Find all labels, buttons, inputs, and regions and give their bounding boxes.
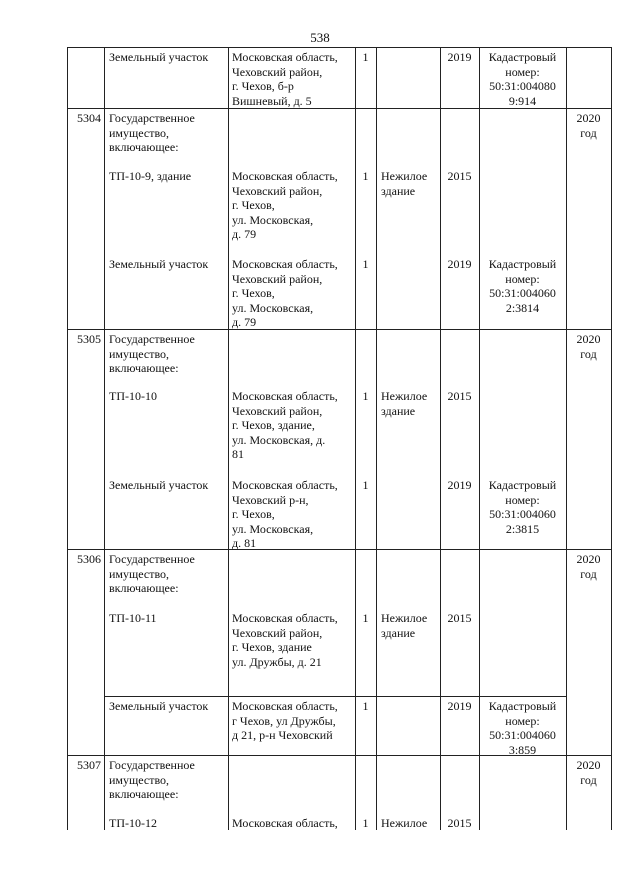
- cell-address: Московская область, Чеховский район, г. Чехов, б-р Вишневый, д. 5: [232, 50, 338, 108]
- cell-type: Нежилое здание: [381, 611, 428, 640]
- cell-quantity: 1: [362, 699, 369, 713]
- table-border: [104, 696, 566, 697]
- cell-year: 2019: [447, 257, 472, 271]
- cell-quantity: 1: [362, 257, 369, 271]
- cell-cadastral: Кадастровый номер: 50:31:004060 2:3815: [488, 478, 557, 536]
- cell-name: Земельный участок: [109, 50, 209, 64]
- cell-address: Московская область, г Чехов, ул Дружбы, д 21, р-н Чеховский: [232, 699, 338, 742]
- cell-year: 2019: [447, 699, 472, 713]
- cell-address: Московская область, Чеховский район, г. Чехов, ул. Московская, д. 79: [232, 169, 338, 241]
- cell-quantity: 1: [362, 816, 369, 830]
- cell-address: Московская область, Чеховский район, г. Чехов, здание ул. Дружбы, д. 21: [232, 611, 338, 669]
- cell-number: 5304: [77, 111, 101, 125]
- cell-type: Нежилое здание: [381, 389, 428, 418]
- cell-number: 5305: [77, 332, 101, 346]
- cell-name: Государственное имущество, включающее:: [109, 552, 195, 595]
- cell-date: 2020 год: [576, 758, 601, 787]
- cell-name: Земельный участок: [109, 699, 209, 713]
- cell-type: Нежилое здание: [381, 169, 428, 198]
- cell-cadastral: Кадастровый номер: 50:31:004060 2:3814: [488, 257, 557, 315]
- cell-cadastral: Кадастровый номер: 50:31:004080 9:914: [488, 50, 557, 108]
- table-border: [67, 47, 68, 830]
- cell-year: 2015: [447, 816, 472, 830]
- cell-date: 2020 год: [576, 332, 601, 361]
- cell-name: Государственное имущество, включающее:: [109, 758, 195, 801]
- table-border: [104, 47, 105, 830]
- cell-cadastral: Кадастровый номер: 50:31:004060 3:859: [488, 699, 557, 757]
- cell-name: ТП-10-10: [109, 389, 157, 403]
- cell-name: ТП-10-12: [109, 816, 157, 830]
- table-border: [67, 108, 612, 109]
- cell-quantity: 1: [362, 50, 369, 64]
- cell-name: Земельный участок: [109, 478, 209, 492]
- cell-date: 2020 год: [576, 552, 601, 581]
- cell-name: Земельный участок: [109, 257, 209, 271]
- page-number: 538: [310, 30, 330, 45]
- cell-address: Московская область, Чеховский район, г. Чехов, ул. Московская, д. 79: [232, 257, 338, 329]
- table-border: [376, 47, 377, 830]
- cell-type: Нежилое: [381, 816, 428, 830]
- cell-quantity: 1: [362, 478, 369, 492]
- table-border: [67, 47, 612, 48]
- cell-name: Государственное имущество, включающее:: [109, 332, 195, 375]
- cell-name: ТП-10-11: [109, 611, 157, 625]
- cell-address: Московская область, Чеховский район, г. Чехов, здание, ул. Московская, д. 81: [232, 389, 338, 461]
- cell-year: 2019: [447, 478, 472, 492]
- cell-number: 5306: [77, 552, 101, 566]
- table-border: [228, 47, 229, 830]
- table-border: [611, 47, 612, 830]
- cell-year: 2019: [447, 50, 472, 64]
- cell-year: 2015: [447, 611, 472, 625]
- cell-address: Московская область,: [232, 816, 338, 830]
- cell-date: 2020 год: [576, 111, 601, 140]
- cell-quantity: 1: [362, 611, 369, 625]
- cell-name: Государственное имущество, включающее:: [109, 111, 195, 154]
- table-border: [566, 47, 567, 830]
- cell-address: Московская область, Чеховский р-н, г. Чехов, ул. Московская, д. 81: [232, 478, 338, 550]
- cell-year: 2015: [447, 169, 472, 183]
- cell-quantity: 1: [362, 169, 369, 183]
- cell-name: ТП-10-9, здание: [109, 169, 192, 183]
- cell-year: 2015: [447, 389, 472, 403]
- cell-number: 5307: [77, 758, 101, 772]
- cell-quantity: 1: [362, 389, 369, 403]
